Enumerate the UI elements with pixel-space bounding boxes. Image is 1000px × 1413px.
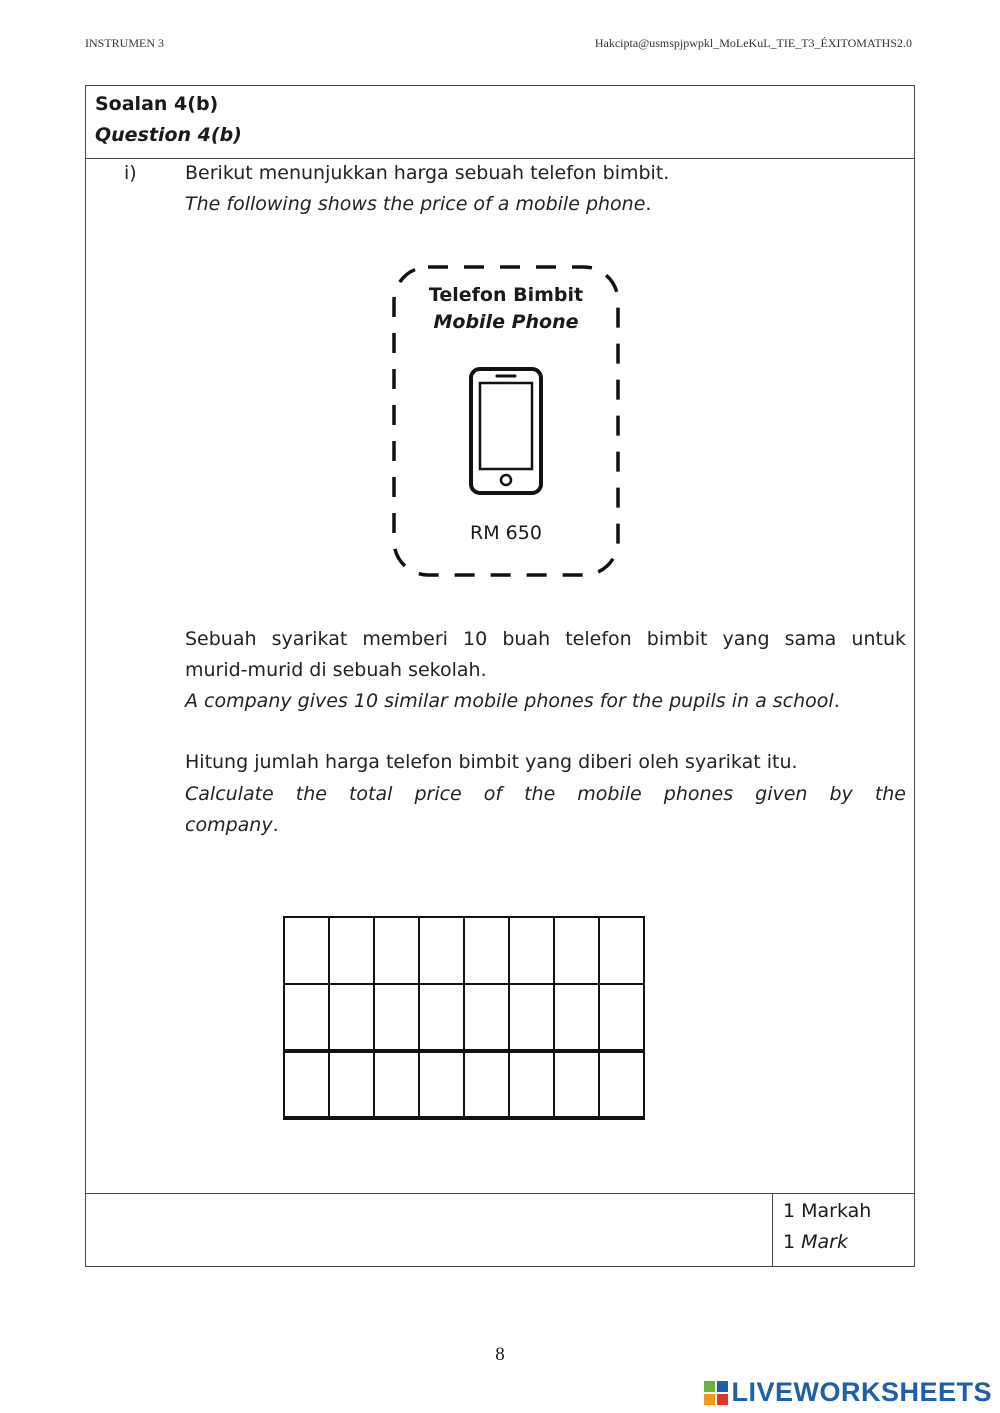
marks-en (783, 1231, 848, 1253)
p2-ms: Hitung jumlah harga telefon bimbit yang diberi oleh syarikat itu. (185, 751, 798, 773)
marks-en-num: 1 (783, 1231, 802, 1253)
part-label: i) (124, 162, 137, 184)
p2-en-period: . (272, 814, 279, 836)
mobile-phone-icon (468, 366, 544, 496)
brand-name: LIVEWORKSHEETS (731, 1377, 992, 1407)
p2-en-line1: Calculate the total price of the mobile phones given by the (185, 783, 906, 805)
p1-en-text: A company gives 10 similar mobile phones for the pupils in a school (185, 690, 834, 712)
header-right: Hakcipta@usmspjpwpkl_MoLeKuL_TIE_T3_ÉXITOMATHS2.0 (594, 36, 912, 50)
intro-en-period: . (645, 193, 652, 215)
liveworksheets-brand (704, 1377, 992, 1408)
liveworksheets-logo-icon (704, 1381, 728, 1405)
marks-cell (772, 1194, 915, 1267)
marks-row (86, 1193, 914, 1267)
marks-ms: 1 Markah (783, 1200, 872, 1222)
header-left: INSTRUMEN 3 (85, 36, 165, 50)
p1-en (185, 690, 840, 712)
card-price: RM 650 (470, 522, 542, 544)
p1-ms-line2: murid-murid di sebuah sekolah. (185, 659, 487, 681)
page-number: 8 (495, 1344, 505, 1365)
intro-en (185, 193, 651, 215)
card-title-en: Mobile Phone (433, 311, 579, 333)
p1-ms-line1: Sebuah syarikat memberi 10 buah telefon bimbit yang sama untuk (185, 628, 906, 650)
question-title-ms: Soalan 4(b) (95, 93, 219, 115)
answer-grid (283, 916, 645, 1122)
p1-en-period: . (833, 690, 840, 712)
answer-grid-cells (284, 917, 644, 1118)
question-title-en-prefix: Question 4 (95, 124, 211, 146)
question-title-en-paren: (b) (210, 124, 242, 146)
intro-ms: Berikut menunjukkan harga sebuah telefon bimbit. (185, 162, 670, 184)
intro-en-text: The following shows the price of a mobile phone (185, 193, 646, 215)
question-title-row (86, 86, 914, 159)
card-title-ms: Telefon Bimbit (428, 284, 584, 306)
marks-en-word: Mark (801, 1231, 848, 1253)
question-frame (85, 85, 915, 1267)
p2-en-line2 (185, 814, 279, 836)
phone-price-card (391, 264, 621, 578)
p2-en-line2-text: company (185, 814, 273, 836)
question-title-en (95, 124, 242, 146)
